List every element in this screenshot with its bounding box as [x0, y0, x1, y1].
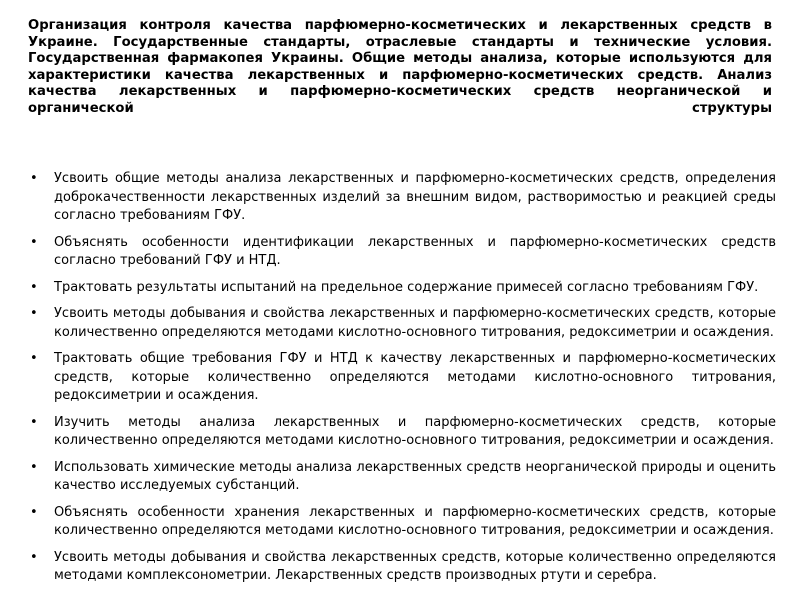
list-item-text: Использовать химические методы анализа лекарственных средств неорганической природы и оценить качество исследуемых субстанций. — [54, 459, 776, 493]
bullet-icon: • — [30, 351, 38, 366]
list-item-text: Усвоить методы добывания и свойства лекарственных средств, которые количественно определяются методами комплексонометрии. Лекарственных средств производных ртути и серебра. — [54, 549, 776, 583]
list-item — [30, 170, 776, 226]
bullet-icon: • — [30, 306, 38, 321]
bullet-icon: • — [30, 549, 38, 565]
list-item — [30, 234, 776, 271]
list-item-text: Объяснять особенности хранения лекарственных и парфюмерно-косметических средств, которые количественно определяются методами кислотно-основного титрования, редоксиметрии и осаждения. — [54, 504, 776, 538]
bullet-icon: • — [30, 234, 38, 250]
list-item — [30, 279, 776, 298]
list-item-text: Трактовать результаты испытаний на предельное содержание примесей согласно требованиям ГФУ. — [54, 279, 759, 295]
list-item — [30, 504, 776, 541]
list-item-text: Усвоить методы добывания и свойства лекарственных и парфюмерно-косметических средств, которые количественно определяются методами кислотно-основного титрования, редоксиметрии и осаждения. — [54, 306, 776, 340]
list-item — [30, 459, 776, 496]
objectives-list — [30, 170, 776, 594]
bullet-icon: • — [30, 504, 38, 520]
list-item — [30, 549, 776, 586]
list-item-text: Объяснять особенности идентификации лекарственных и парфюмерно-косметических средств согласно требований ГФУ и НТД. — [54, 234, 776, 268]
bullet-icon: • — [30, 279, 38, 295]
list-item — [30, 305, 776, 342]
list-item — [30, 350, 776, 406]
list-item-text: Усвоить общие методы анализа лекарственных и парфюмерно-косметических средств, определения доброкачественности лекарственных изделий за внешним видом, растворимостью и реакцией среды согласно требованиям ГФУ. — [54, 171, 776, 223]
bullet-icon: • — [30, 459, 38, 475]
list-item-text: Трактовать общие требования ГФУ и НТД к качеству лекарственных и парфюмерно-косметических средств, которые количественно определяются методами кислотно-основного титрования, редоксиметрии и осаждения. — [54, 351, 776, 403]
slide-title: Организация контроля качества парфюмерно-косметических и лекарственных средств в Украине. Государственные стандарты, отраслевые стандарты и технические условия. Государственная фармакопея Украины. Общие методы анализа, которые используются для характеристики качества лекарственных и парфюмерно-косметических средств. Анализ качества лекарственных и парфюмерно-косметических средств неорганической и органической структуры — [28, 18, 772, 116]
bullet-icon: • — [30, 171, 38, 186]
list-item-text: Изучить методы анализа лекарственных и парфюмерно-косметических средств, которые количественно определяются методами кислотно-основного титрования, редоксиметрии и осаждения. — [54, 414, 776, 448]
list-item — [30, 414, 776, 451]
bullet-icon: • — [30, 414, 38, 430]
